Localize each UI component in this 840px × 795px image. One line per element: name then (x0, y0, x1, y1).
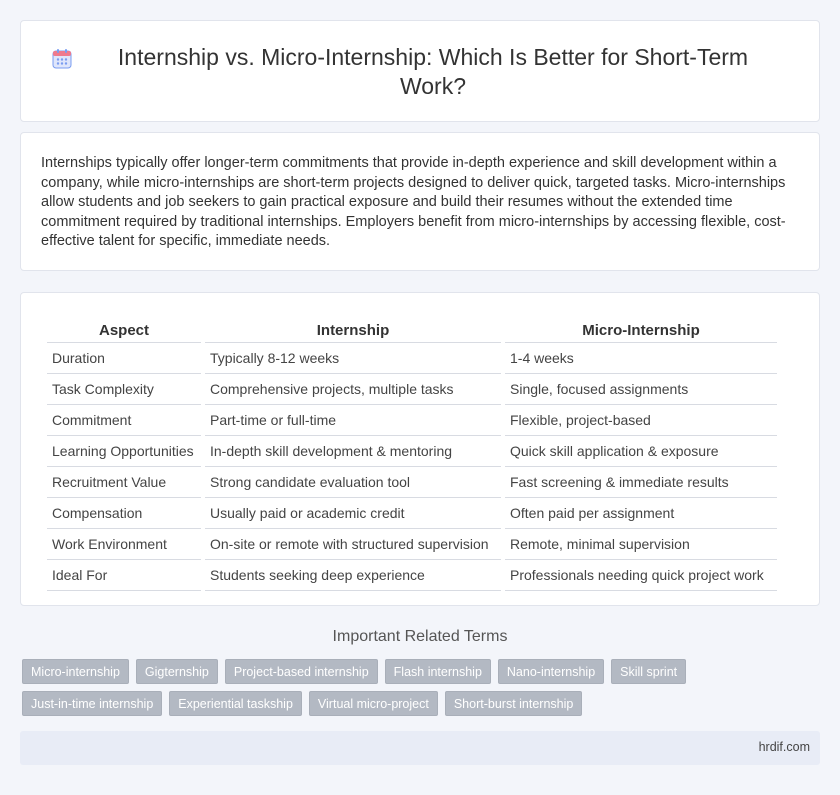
cell-aspect: Commitment (47, 405, 201, 436)
related-term-tag[interactable]: Nano-internship (498, 659, 604, 684)
related-term-tag[interactable]: Project-based internship (225, 659, 378, 684)
related-term-tag[interactable]: Skill sprint (611, 659, 686, 684)
title-card (20, 20, 820, 122)
table-row (47, 560, 777, 591)
related-terms-heading: Important Related Terms (332, 628, 508, 645)
page-title: Internship vs. Micro-Internship: Which Is Better for Short-Term Work? (117, 44, 749, 99)
table-row (47, 374, 777, 405)
table-row (47, 343, 777, 374)
cell-micro-internship: Remote, minimal supervision (505, 529, 777, 560)
cell-micro-internship: Fast screening & immediate results (505, 467, 777, 498)
cell-aspect: Recruitment Value (47, 467, 201, 498)
cell-aspect: Compensation (47, 498, 201, 529)
related-term-tag[interactable]: Just-in-time internship (22, 691, 162, 716)
footer-site-link[interactable]: hrdif.com (758, 740, 810, 754)
related-term-tag[interactable]: Virtual micro-project (309, 691, 438, 716)
table-row (47, 405, 777, 436)
cell-internship: In-depth skill development & mentoring (205, 436, 501, 467)
cell-micro-internship: 1-4 weeks (505, 343, 777, 374)
cell-micro-internship: Single, focused assignments (505, 374, 777, 405)
related-term-tag[interactable]: Short-burst internship (445, 691, 583, 716)
related-term-tag[interactable]: Flash internship (385, 659, 491, 684)
cell-micro-internship: Quick skill application & exposure (505, 436, 777, 467)
comparison-table (43, 315, 781, 591)
cell-micro-internship: Often paid per assignment (505, 498, 777, 529)
cell-aspect: Work Environment (47, 529, 201, 560)
intro-card (20, 132, 820, 271)
related-terms-list (22, 659, 812, 716)
cell-aspect: Task Complexity (47, 374, 201, 405)
cell-internship: Part-time or full-time (205, 405, 501, 436)
cell-aspect: Duration (47, 343, 201, 374)
cell-internship: Comprehensive projects, multiple tasks (205, 374, 501, 405)
cell-aspect: Learning Opportunities (47, 436, 201, 467)
cell-internship: Students seeking deep experience (205, 560, 501, 591)
cell-internship: Typically 8-12 weeks (205, 343, 501, 374)
table-header-row (47, 315, 777, 343)
table-row (47, 436, 777, 467)
comparison-card (20, 292, 820, 606)
header-micro-internship: Micro-Internship (505, 315, 777, 343)
intro-paragraph: Internships typically offer longer-term commitments that provide in-depth experience and skill development within a company, while micro-internships are short-term projects designed to deliver quick, targeted tasks. Micro-internships allow students and job seekers to gain practical exposure and build their resumes without the extended time commitment required by traditional internships. Employers benefit from micro-internships by accessing flexible, cost-effective talent for specific, immediate needs. (41, 155, 786, 249)
table-row (47, 467, 777, 498)
cell-micro-internship: Professionals needing quick project work (505, 560, 777, 591)
header-internship: Internship (205, 315, 501, 343)
table-row (47, 498, 777, 529)
header-aspect: Aspect (47, 315, 201, 343)
cell-aspect: Ideal For (47, 560, 201, 591)
table-row (47, 529, 777, 560)
cell-micro-internship: Flexible, project-based (505, 405, 777, 436)
footer (20, 731, 820, 765)
cell-internship: Strong candidate evaluation tool (205, 467, 501, 498)
related-term-tag[interactable]: Experiential taskship (169, 691, 302, 716)
cell-internship: Usually paid or academic credit (205, 498, 501, 529)
related-term-tag[interactable]: Gigternship (136, 659, 218, 684)
related-term-tag[interactable]: Micro-internship (22, 659, 129, 684)
cell-internship: On-site or remote with structured supervision (205, 529, 501, 560)
